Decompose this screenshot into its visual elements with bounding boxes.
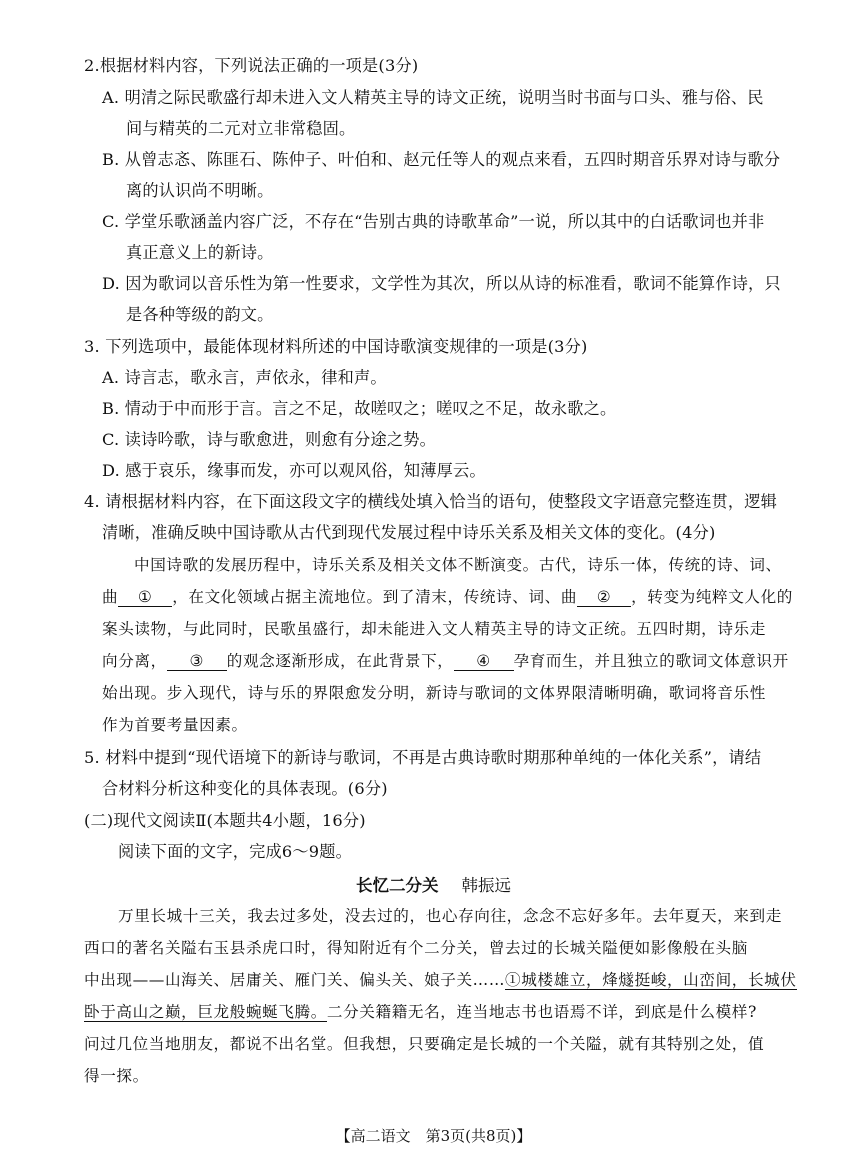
q3-stem: 3. 下列选项中，最能体现材料所述的中国诗歌演变规律的一项是(3分) xyxy=(84,337,588,356)
q4-passage-line6: 作为首要考量因素。 xyxy=(102,716,248,734)
q2-option-a-line2: 间与精英的二元对立非常稳固。 xyxy=(126,119,356,138)
q4-stem-line1: 4. 请根据材料内容，在下面这段文字的横线处填入恰当的语句，使整段文字语意完整连贯，逻辑 xyxy=(84,492,778,511)
q3-option-c: C. 读诗吟歌，诗与歌愈进，则愈有分途之势。 xyxy=(102,430,437,449)
q4-text: 的观念逐渐形成，在此背景下， xyxy=(226,652,454,670)
article-line2: 西口的著名关隘右玉县杀虎口时，得知附近有个二分关，曾去过的长城关隘便如影像般在头脑 xyxy=(84,939,748,957)
q4-text: ，在文化领域占据主流地位。到了清末，传统诗、词、曲 xyxy=(172,588,578,606)
q2-option-b-line2: 离的认识尚不明晰。 xyxy=(126,181,274,200)
q3-option-a: A. 诗言志，歌永言，声依永，律和声。 xyxy=(102,368,387,387)
q2-option-b-line1: B. 从曾志忞、陈匪石、陈仲子、叶伯和、赵元任等人的观点来看，五四时期音乐界对诗与歌分 xyxy=(102,150,781,169)
q4-passage-line1: 中国诗歌的发展历程中，诗乐关系及相关文体不断演变。古代，诗乐一体，传统的诗、词、 xyxy=(134,556,782,574)
q2-option-d-line2: 是各种等级的韵文。 xyxy=(126,305,274,324)
article-author: 韩振远 xyxy=(461,876,511,895)
article-line3 xyxy=(84,969,797,991)
q4-passage-line2 xyxy=(102,586,793,608)
q3-option-d: D. 感于哀乐，缘事而发，亦可以观风俗，知薄厚云。 xyxy=(102,461,486,480)
blank-1[interactable]: ① xyxy=(118,588,172,607)
underlined-sentence-1-cont: 卧于高山之巅，巨龙般蜿蜒飞腾。 xyxy=(84,1003,327,1021)
q4-stem-line2: 清晰，准确反映中国诗歌从古代到现代发展过程中诗乐关系及相关文体的变化。(4分) xyxy=(102,523,716,542)
article-text: 中出现——山海关、居庸关、雁门关、偏头关、娘子关…… xyxy=(84,971,506,989)
q4-passage-line3: 案头读物，与此同时，民歌虽盛行，却未能进入文人精英主导的诗文正统。五四时期，诗乐走 xyxy=(102,620,766,638)
q4-passage-line4 xyxy=(102,650,789,672)
article-line5: 问过几位当地朋友，都说不出名堂。但我想，只要确定是长城的一个关隘，就有其特别之处，值 xyxy=(84,1035,765,1053)
blank-3[interactable]: ③ xyxy=(167,652,227,671)
q2-stem: 2.根据材料内容，下列说法正确的一项是(3分) xyxy=(84,56,419,75)
q4-text: ，转变为纯粹文人化的 xyxy=(631,588,794,606)
blank-2[interactable]: ② xyxy=(577,588,631,607)
article-text: 二分关籍籍无名，连当地志书也语焉不详，到底是什么模样? xyxy=(326,1003,757,1021)
q2-option-a-line1: A. 明清之际民歌盛行却未进入文人精英主导的诗文正统，说明当时书面与口头、雅与俗、民 xyxy=(102,88,764,107)
q2-option-c-line2: 真正意义上的新诗。 xyxy=(126,243,274,262)
q4-text: 向分离， xyxy=(102,652,167,670)
q4-text: 曲 xyxy=(102,588,119,606)
article-line1: 万里长城十三关，我去过多处，没去过的，也心存向往，念念不忘好多年。去年夏天，来到走 xyxy=(118,907,782,925)
underlined-sentence-1: ①城楼雄立，烽燧挺峻，山峦间，长城伏 xyxy=(505,971,797,989)
article-heading xyxy=(0,872,867,896)
q5-line2: 合材料分析这种变化的具体表现。(6分) xyxy=(102,779,388,798)
article-line4 xyxy=(84,1001,757,1023)
article-title: 长忆二分关 xyxy=(356,876,439,895)
q4-text: 孕育而生，并且独立的歌词文体意识开 xyxy=(513,652,789,670)
q3-option-b: B. 情动于中而形于言。言之不足，故嗟叹之；嗟叹之不足，故永歌之。 xyxy=(102,399,617,418)
q2-option-d-line1: D. 因为歌词以音乐性为第一性要求，文学性为其次，所以从诗的标准看，歌词不能算作诗，只 xyxy=(102,274,781,293)
page-footer: 【高二语文 第3页(共8页)】 xyxy=(335,1127,532,1145)
q5-line1: 5. 材料中提到“现代语境下的新诗与歌词，不再是古典诗歌时期那种单纯的一体化关系”，请结 xyxy=(84,748,762,767)
blank-4[interactable]: ④ xyxy=(454,652,514,671)
q4-passage-line5: 始出现。步入现代，诗与乐的界限愈发分明，新诗与歌词的文体界限清晰明确，歌词将音乐性 xyxy=(102,684,766,702)
q2-option-c-line1: C. 学堂乐歌涵盖内容广泛，不存在“告别古典的诗歌革命”一说，所以其中的白话歌词也并非 xyxy=(102,212,765,231)
section-instruction: 阅读下面的文字，完成6～9题。 xyxy=(118,842,353,861)
article-line6: 得一探。 xyxy=(84,1067,149,1085)
section-heading: (二)现代文阅读Ⅱ(本题共4小题，16分) xyxy=(84,811,366,830)
